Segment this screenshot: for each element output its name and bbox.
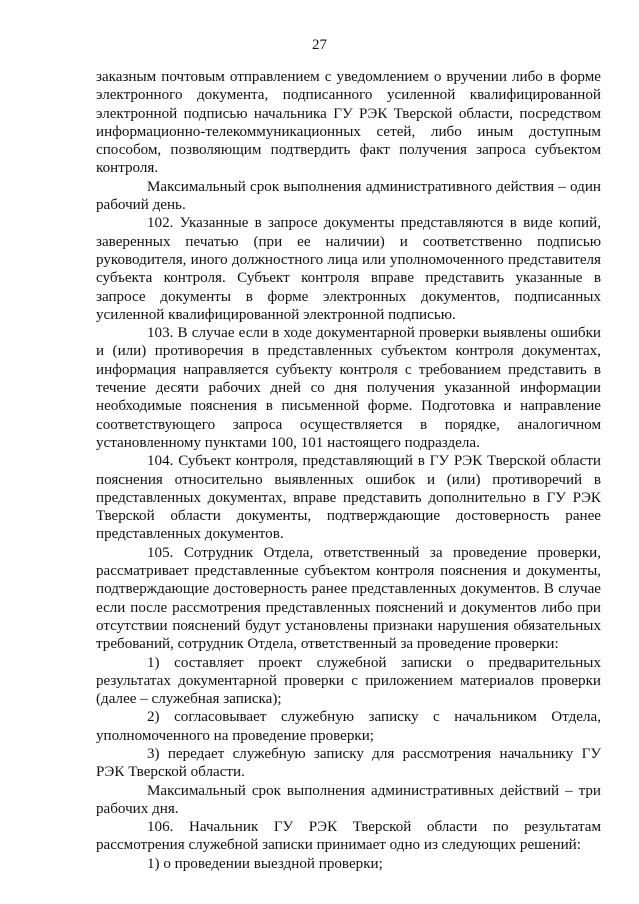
page-number: 27 [312,37,327,53]
paragraph-item-106: 106. Начальник ГУ РЭК Тверской области по результатам рассмотрения служебной записки принимает одно из следующих решений: [96,819,601,854]
paragraph-item-104: 104. Субъект контроля, представляющий в ГУ РЭК Тверской области пояснения относительно выявленных ошибок и (или) противоречий в представленных документах, вправе представить дополнительно в ГУ РЭК Тверской области документы, подтверждающие достоверность ранее представленных документов. [96,453,601,543]
paragraph-deadline-three-days: Максимальный срок выполнения административных действий – три рабочих дня. [96,782,601,817]
document-body [96,68,601,873]
paragraph-deadline-one-day: Максимальный срок выполнения административного действия – один рабочий день. [96,178,601,214]
paragraph-subitem-105-2: 2) согласовывает служебную записку с начальником Отдела, уполномоченного на проведение проверки; [96,709,601,744]
paragraph-subitem-105-3: 3) передает служебную записку для рассмотрения начальнику ГУ РЭК Тверской области. [96,745,601,781]
paragraph-item-103: 103. В случае если в ходе документарной проверки выявлены ошибки и (или) противоречия в представленных субъектом контроля документах, информация направляется субъекту контроля с требованием представить в течение десяти рабочих дней со дня получения указанной информации необходимые пояснения в письменной форме. Подготовка и направление соответствующего запроса осуществляется в порядке, аналогичном установленному пунктами 100, 101 настоящего подраздела. [96,325,601,451]
paragraph-request-delivery: заказным почтовым отправлением с уведомлением о вручении либо в форме электронного документа, подписанного усиленной квалифицированной электронной подписью начальника ГУ РЭК Тверской области, посредством информационно-телекоммуникационных сетей, либо иным доступным способом, позволяющим подтвердить факт получения запроса субъектом контроля. [96,69,601,177]
paragraph-subitem-105-1: 1) составляет проект служебной записки о предварительных результатах документарной проверки с приложением материалов проверки (далее – служебная записка); [96,654,601,708]
paragraph-item-105: 105. Сотрудник Отдела, ответственный за проведение проверки, рассматривает представленные субъектом контроля пояснения и документы, подтверждающие достоверность ранее представленных документов. В случае если после рассмотрения представленных пояснений и документов либо при отсутствии пояснений будут установлены признаки нарушения обязательных требований, сотрудник Отдела, ответственный за проведение проверки: [96,544,601,653]
paragraph-subitem-106-1: 1) о проведении выездной проверки; [147,855,383,872]
paragraph-item-102: 102. Указанные в запросе документы представляются в виде копий, заверенных печатью (при ее наличии) и соответственно подписью руководителя, иного должностного лица или уполномоченного представителя субъекта контроля. Субъект контроля вправе представить указанные в запросе документы в форме электронных документов, подписанных усиленной квалифицированной электронной подписью. [96,215,601,323]
